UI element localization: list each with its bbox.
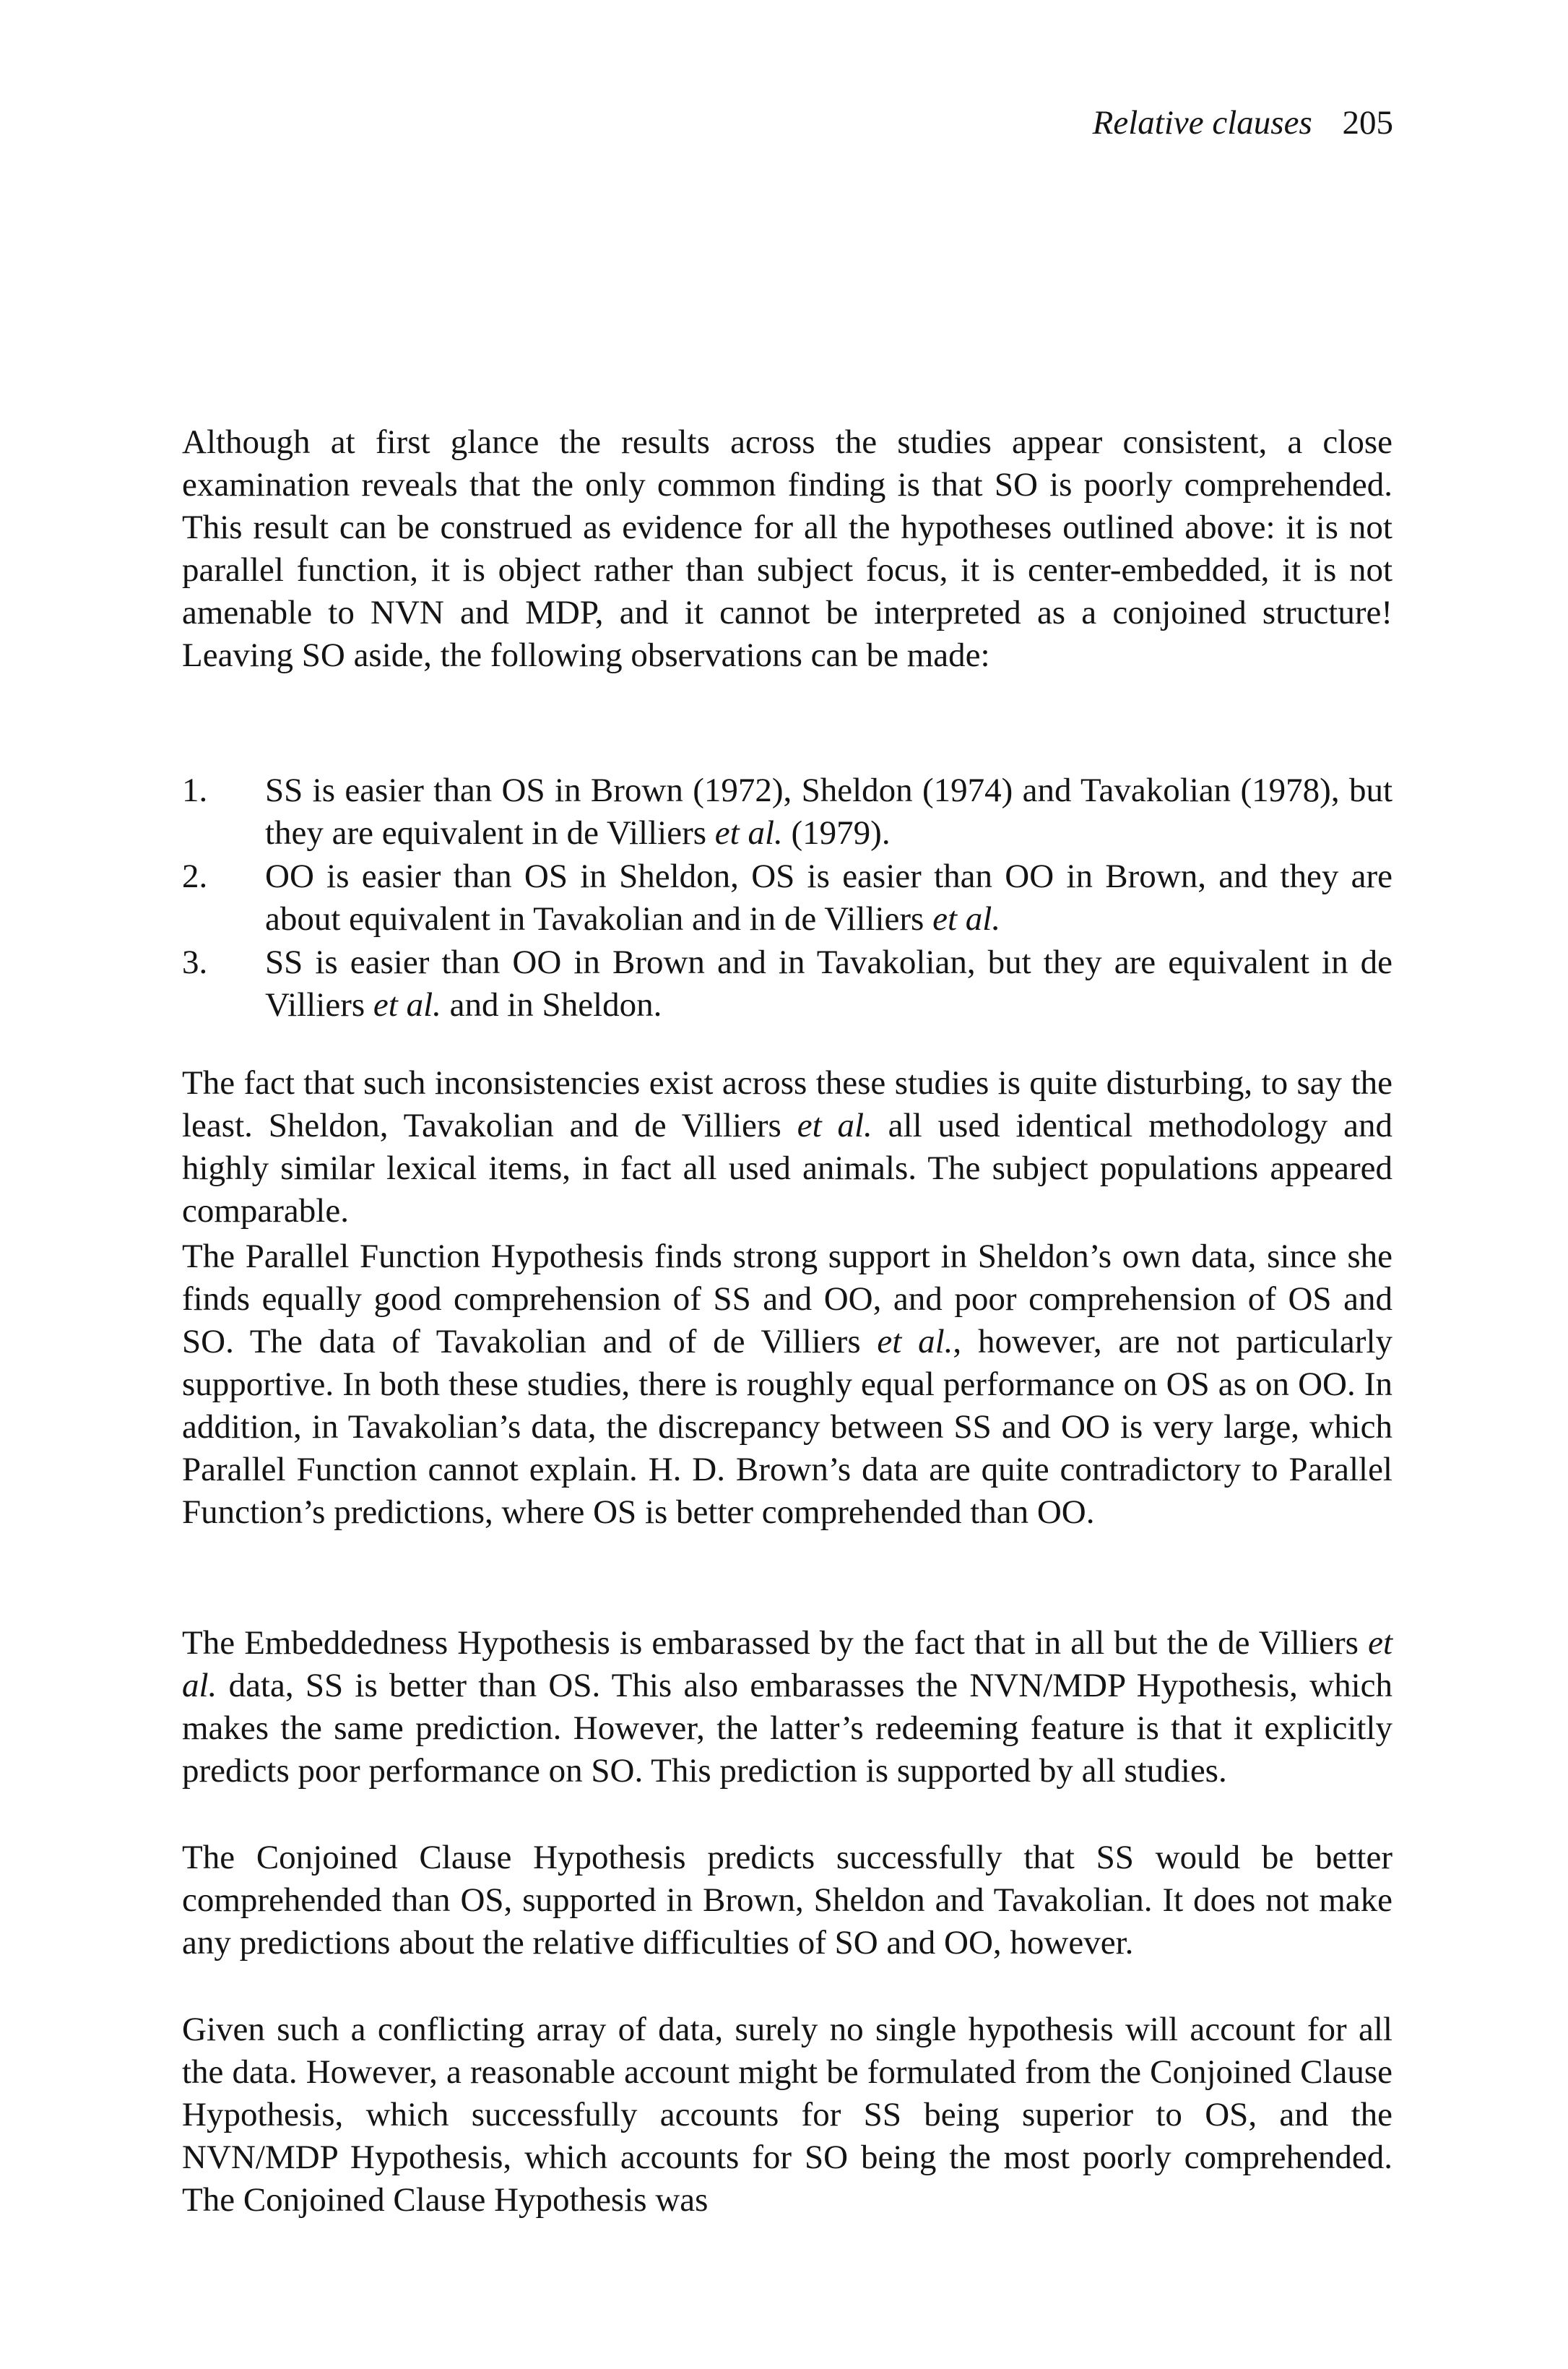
running-head-title: Relative clauses [1092,104,1312,142]
paragraph-parallel-function [182,1235,1392,1534]
list-item-text-part: SS is easier than OO in Brown and in Tavakolian, but they are equivalent in de Villiers [265,944,1392,1024]
page-number: 205 [1342,104,1393,142]
list-item [182,941,1392,1027]
list-item-text-part: (1979). [782,814,891,852]
paragraph-text: The fact that such inconsistencies exist across these studies is quite disturbing, to say the least. Sheldon, Tavakolian and de Villiers [182,1064,1392,1144]
list-item-text [265,769,1392,855]
paragraph-italic: et al. [877,1323,953,1360]
paragraph-text: The Embeddedness Hypothesis is embarassed by the fact that in all but the de Villiers [182,1624,1369,1662]
running-head [1093,101,1393,144]
list-item-number: 3. [182,944,208,981]
paragraph-italic: et al. [797,1107,872,1144]
list-item [182,769,1392,855]
list-item-italic: et al. [373,986,441,1024]
list-item-text-part: SS is easier than OS in Brown (1972), Sheldon (1974) and Tavakolian (1978), but they are equivalent in de Villiers [265,772,1392,852]
paragraph-text: The Conjoined Clause Hypothesis predicts successfully that SS would be better comprehended than OS, supported in Brown, Sheldon and Tavakolian. It does not make any predictions about the relative difficulties of SO and OO, however. [182,1839,1392,1962]
list-item-number: 1. [182,772,208,809]
paragraph-inconsistencies [182,1062,1392,1233]
paragraph-text: , however, are not particularly supportive. In both these studies, there is roughly equal performance on OS as on OO. In addition, in Tavakolian’s data, the discrepancy between SS and OO is very large, which Parallel Function cannot explain. H. D. Brown’s data are quite contradictory to Parallel Function’s predictions, where OS is better comprehended than OO. [182,1323,1392,1531]
intro-paragraph-text: Although at first glance the results across the studies appear consistent, a close examination reveals that the only common finding is that SO is poorly comprehended. This result can be construed as evidence for all the hypotheses outlined above: it is not parallel function, it is object rather than subject focus, it is center-embedded, it is not amenable to NVN and MDP, and it cannot be interpreted as a conjoined structure! Leaving SO aside, the following observations can be made: [182,423,1392,674]
list-item-text [265,941,1392,1027]
list-item-italic: et al. [932,900,1001,938]
paragraph-text: data, SS is better than OS. This also embarasses the NVN/MDP Hypothesis, which makes the same prediction. However, the latter’s redeeming feature is that it explicitly predicts poor performance on SO. This prediction is supported by all studies. [182,1667,1392,1790]
paragraph-text: Given such a conflicting array of data, surely no single hypothesis will account for all the data. However, a reasonable account might be formulated from the Conjoined Clause Hypothesis, which successfully accounts for SS being superior to OS, and the NVN/MDP Hypothesis, which accounts for SO being the most poorly comprehended. The Conjoined Clause Hypothesis was [182,2011,1392,2219]
list-item-text-part: and in Sheldon. [441,986,662,1024]
intro-paragraph [182,421,1392,677]
list-item-number: 2. [182,858,208,895]
paragraph-italic: et al. [182,1624,1392,1704]
list-item-italic: et al. [714,814,783,852]
paragraph-text: all used identical methodology and highly similar lexical items, in fact all used animals. The subject populations appeared comparable. [182,1107,1392,1230]
paragraph-embeddedness [182,1622,1392,1792]
list-item [182,855,1392,941]
list-item-text [265,855,1392,941]
paragraph-conjoined-clause [182,1837,1392,1964]
observations-list [182,769,1392,1027]
list-item-text-part: OO is easier than OS in Sheldon, OS is easier than OO in Brown, and they are about equivalent in Tavakolian and in de Villiers [265,858,1392,938]
paragraph-text: The Parallel Function Hypothesis finds strong support in Sheldon’s own data, since she finds equally good comprehension of SS and OO, and poor comprehension of OS and SO. The data of Tavakolian and of de Villiers [182,1238,1392,1360]
paragraph-conclusion [182,2008,1392,2222]
